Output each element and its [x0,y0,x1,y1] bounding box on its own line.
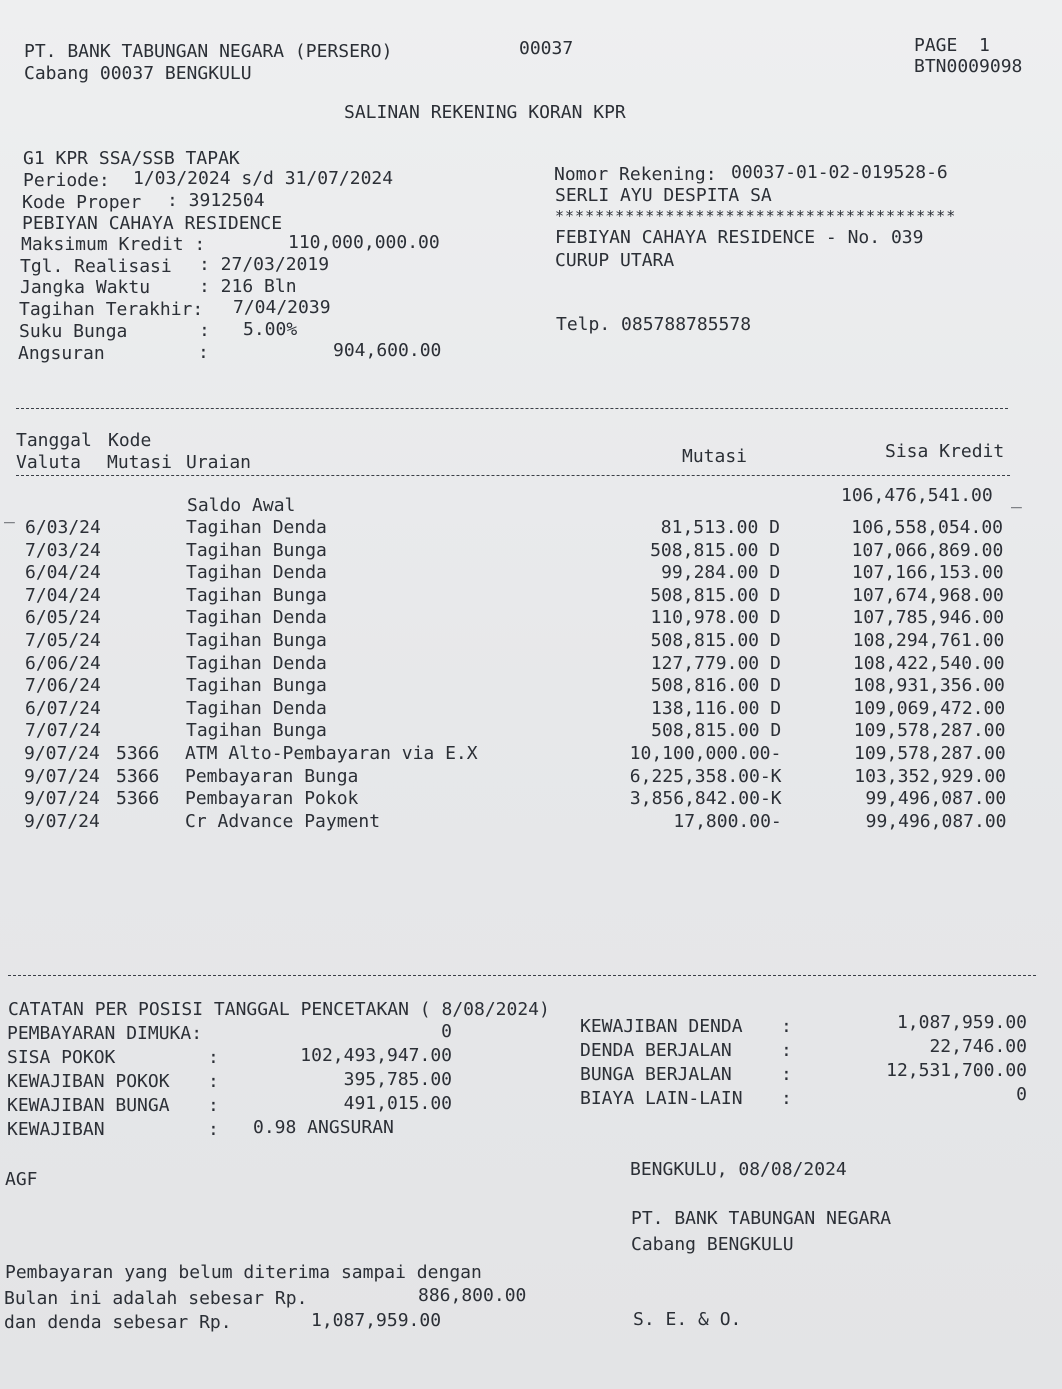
table-row [0,607,1062,629]
periode-value: 1/03/2024 s/d 31/07/2024 [133,168,394,189]
signer-branch: Cabang BENGKULU [631,1234,794,1255]
row-uraian: Tagihan Denda [186,697,327,719]
table-row [0,720,1062,742]
col-header-valuta: Valuta [16,452,82,473]
table-row [0,585,1062,607]
table-row [0,653,1062,675]
row-sisa-kredit: 107,674,968.00 [852,584,1004,606]
customer-name: SERLI AYU DESPITA SA [555,185,772,206]
col-header-kode: Kode [108,430,152,451]
tagihan-terakhir-value: 7/04/2039 [233,297,331,318]
row-date: 7/04/24 [25,584,101,606]
row-mutasi: 17,800.00- [673,810,782,832]
angsuran-value: 904,600.00 [333,340,442,361]
row-uraian: Tagihan Bunga [186,720,327,742]
row-sisa-kredit: 106,558,054.00 [851,517,1003,538]
catatan-left-colon: : [208,1047,219,1068]
row-date: 6/03/24 [25,517,101,538]
catatan-right-value: 12,531,700.00 [886,1060,1027,1081]
row-mutasi: 3,856,842.00-K [629,788,782,810]
kode-proper-label: Kode Proper [22,192,142,213]
catatan-left-value: 0 [441,1021,452,1042]
row-date: 6/05/24 [25,607,101,629]
table-row [0,743,1062,765]
row-sisa-kredit: 108,422,540.00 [852,652,1005,674]
col-header-uraian: Uraian [186,452,252,473]
row-date: 9/07/24 [24,788,100,810]
row-uraian: Cr Advance Payment [185,810,381,832]
statement-title: SALINAN REKENING KORAN KPR [344,102,626,123]
table-row [0,540,1062,562]
signer-company: PT. BANK TABUNGAN NEGARA [631,1208,892,1229]
maks-kredit-value: 110,000,000.00 [288,232,440,253]
catatan-right-label: KEWAJIBAN DENDA [580,1016,743,1037]
table-row [0,630,1062,652]
note-line-3-value: 1,087,959.00 [311,1310,442,1331]
table-row [0,675,1062,697]
row-mutasi: 138,116.00 D [651,697,782,719]
row-mutasi: 508,816.00 D [650,675,781,697]
bank-name: PT. BANK TABUNGAN NEGARA (PERSERO) [24,41,393,62]
nomor-rekening-label: Nomor Rekening: [554,164,717,185]
row-date: 6/06/24 [25,652,101,674]
row-sisa-kredit: 99,496,087.00 [865,788,1007,810]
branch-code: 00037 [519,38,574,59]
note-line-2-label: Bulan ini adalah sebesar Rp. [4,1288,308,1309]
row-sisa-kredit: 109,578,287.00 [853,720,1006,742]
row-uraian: Pembayaran Pokok [185,788,359,810]
row-uraian: Tagihan Denda [186,562,327,584]
row-mutasi: 127,779.00 D [650,652,781,674]
col-header-mutasi: Mutasi [682,446,748,467]
row-date: 9/07/24 [24,810,100,832]
row-date: 6/04/24 [25,562,101,584]
row-sisa-kredit: 107,785,946.00 [852,607,1005,629]
table-row [0,788,1062,810]
row-uraian: Tagihan Denda [186,652,327,674]
suku-bunga-colon: : [199,320,210,341]
suku-bunga-value: 5.00% [243,319,298,340]
address-line-2: CURUP UTARA [555,250,675,271]
row-uraian: Tagihan Denda [186,517,327,538]
row-sisa-kredit: 107,166,153.00 [851,562,1004,584]
note-line-3-label: dan denda sebesar Rp. [4,1312,232,1333]
row-mutasi: 10,100,000.00- [629,743,782,764]
product-name: G1 KPR SSA/SSB TAPAK [23,148,240,169]
row-kode: 5366 [116,743,160,764]
divider-bottom [8,975,1036,976]
catatan-left-label: KEWAJIBAN POKOK [7,1071,170,1092]
row-date: 7/07/24 [25,720,101,742]
row-mutasi: 508,815.00 D [650,539,781,561]
table-row [0,811,1062,833]
catatan-left-value: 102,493,947.00 [300,1045,452,1066]
catatan-right-value: 0 [1016,1084,1027,1105]
angsuran-label: Angsuran [18,343,105,364]
branch-line: Cabang 00037 BENGKULU [24,63,252,84]
divider-header [16,475,1010,476]
catatan-right-label: DENDA BERJALAN [580,1040,732,1061]
jangka-label: Jangka Waktu [20,277,151,298]
catatan-left-label: KEWAJIBAN BUNGA [7,1095,170,1116]
table-row [0,562,1062,584]
catatan-right-colon: : [781,1016,792,1037]
row-uraian: Tagihan Bunga [186,539,327,561]
row-sisa-kredit: 99,496,087.00 [865,810,1007,832]
periode-label: Periode: [23,170,110,191]
jangka-value: : 216 Bln [199,276,297,297]
catatan-left-label: SISA POKOK [7,1047,116,1068]
place-date: BENGKULU, 08/08/2024 [630,1159,847,1180]
row-mutasi: 508,815.00 D [650,584,781,606]
catatan-left-colon: : [208,1071,219,1092]
tgl-realisasi-label: Tgl. Realisasi [20,256,172,277]
row-date: 7/05/24 [25,630,101,651]
row-sisa-kredit: 109,069,472.00 [853,697,1006,719]
row-mutasi: 508,815.00 D [650,630,781,651]
angsuran-colon: : [198,342,209,363]
maks-kredit-label: Maksimum Kredit : [21,234,206,255]
catatan-right-colon: : [781,1088,792,1109]
doc-code: BTN0009098 [914,56,1023,77]
catatan-left-colon: : [208,1119,219,1140]
kode-proper-value: : 3912504 [167,190,265,211]
row-date: 7/06/24 [25,675,101,697]
col-header-tanggal: Tanggal [16,430,92,451]
catatan-left-colon: : [208,1095,219,1116]
row-sisa-kredit: 108,294,761.00 [852,630,1005,651]
catatan-left-label: KEWAJIBAN [7,1119,105,1140]
catatan-left-label: PEMBAYARAN DIMUKA: [7,1023,203,1044]
table-row [0,766,1062,788]
catatan-right-label: BIAYA LAIN-LAIN [580,1088,743,1109]
page-number: 1 [979,35,990,56]
row-kode: 5366 [116,788,160,810]
masked-stars: **************************************** [555,207,957,225]
row-date: 9/07/24 [24,743,100,764]
row-uraian: Pembayaran Bunga [185,765,359,787]
row-sisa-kredit: 108,931,356.00 [853,675,1005,697]
catatan-right-value: 22,746.00 [929,1036,1027,1057]
suku-bunga-label: Suku Bunga [19,321,128,342]
tagihan-terakhir-label: Tagihan Terakhir: [19,299,204,320]
row-uraian: Tagihan Bunga [186,675,327,697]
row-kode: 5366 [116,765,160,787]
col-header-sisa-kredit: Sisa Kredit [885,441,1005,462]
catatan-right-label: BUNGA BERJALAN [580,1064,732,1085]
address-line-1: FEBIYAN CAHAYA RESIDENCE - No. 039 [555,227,924,248]
row-date: 6/07/24 [25,697,101,719]
catatan-left-value: 0.98 ANGSURAN [253,1117,394,1138]
table-row [0,698,1062,720]
margin-mark-right: _ [1011,488,1022,509]
catatan-right-colon: : [781,1040,792,1061]
catatan-left-value: 491,015.00 [343,1093,452,1114]
row-uraian: ATM Alto-Pembayaran via E.X [185,743,478,764]
tgl-realisasi-value: : 27/03/2019 [199,254,330,275]
table-row [0,517,1062,539]
row-mutasi: 99,284.00 D [661,562,781,584]
catatan-title: CATATAN PER POSISI TANGGAL PENCETAKAN ( 8/08/2024) [8,999,550,1020]
row-sisa-kredit: 103,352,929.00 [854,765,1006,787]
row-uraian: Tagihan Bunga [186,630,327,651]
catatan-right-value: 1,087,959.00 [896,1012,1027,1033]
margin-mark-left: _ [4,503,15,524]
row-mutasi: 110,978.00 D [650,607,781,629]
nomor-rekening-value: 00037-01-02-019528-6 [731,162,948,183]
telephone: Telp. 085788785578 [556,314,752,335]
row-sisa-kredit: 109,578,287.00 [853,743,1006,764]
row-mutasi: 81,513.00 D [660,517,780,538]
row-date: 9/07/24 [24,765,100,787]
row-mutasi: 6,225,358.00-K [629,765,782,787]
row-mutasi: 508,815.00 D [651,720,782,742]
project-name: PEBIYAN CAHAYA RESIDENCE [22,213,283,234]
saldo-awal-value: 106,476,541.00 [841,485,993,506]
row-uraian: Tagihan Denda [186,607,327,629]
saldo-awal-label: Saldo Awal [187,495,296,516]
row-date: 7/03/24 [25,539,101,561]
catatan-left-value: 395,785.00 [343,1069,452,1090]
divider-top [16,408,1008,409]
note-line-2-value: 886,800.00 [418,1285,527,1306]
seo-mark: S. E. & O. [633,1309,742,1330]
catatan-right-colon: : [781,1064,792,1085]
operator-code: AGF [5,1169,38,1190]
page-label: PAGE [914,35,958,56]
col-header-mutasi-code: Mutasi [107,452,173,473]
row-uraian: Tagihan Bunga [186,584,327,606]
note-line-1: Pembayaran yang belum diterima sampai dengan [5,1262,482,1283]
row-sisa-kredit: 107,066,869.00 [851,539,1004,561]
